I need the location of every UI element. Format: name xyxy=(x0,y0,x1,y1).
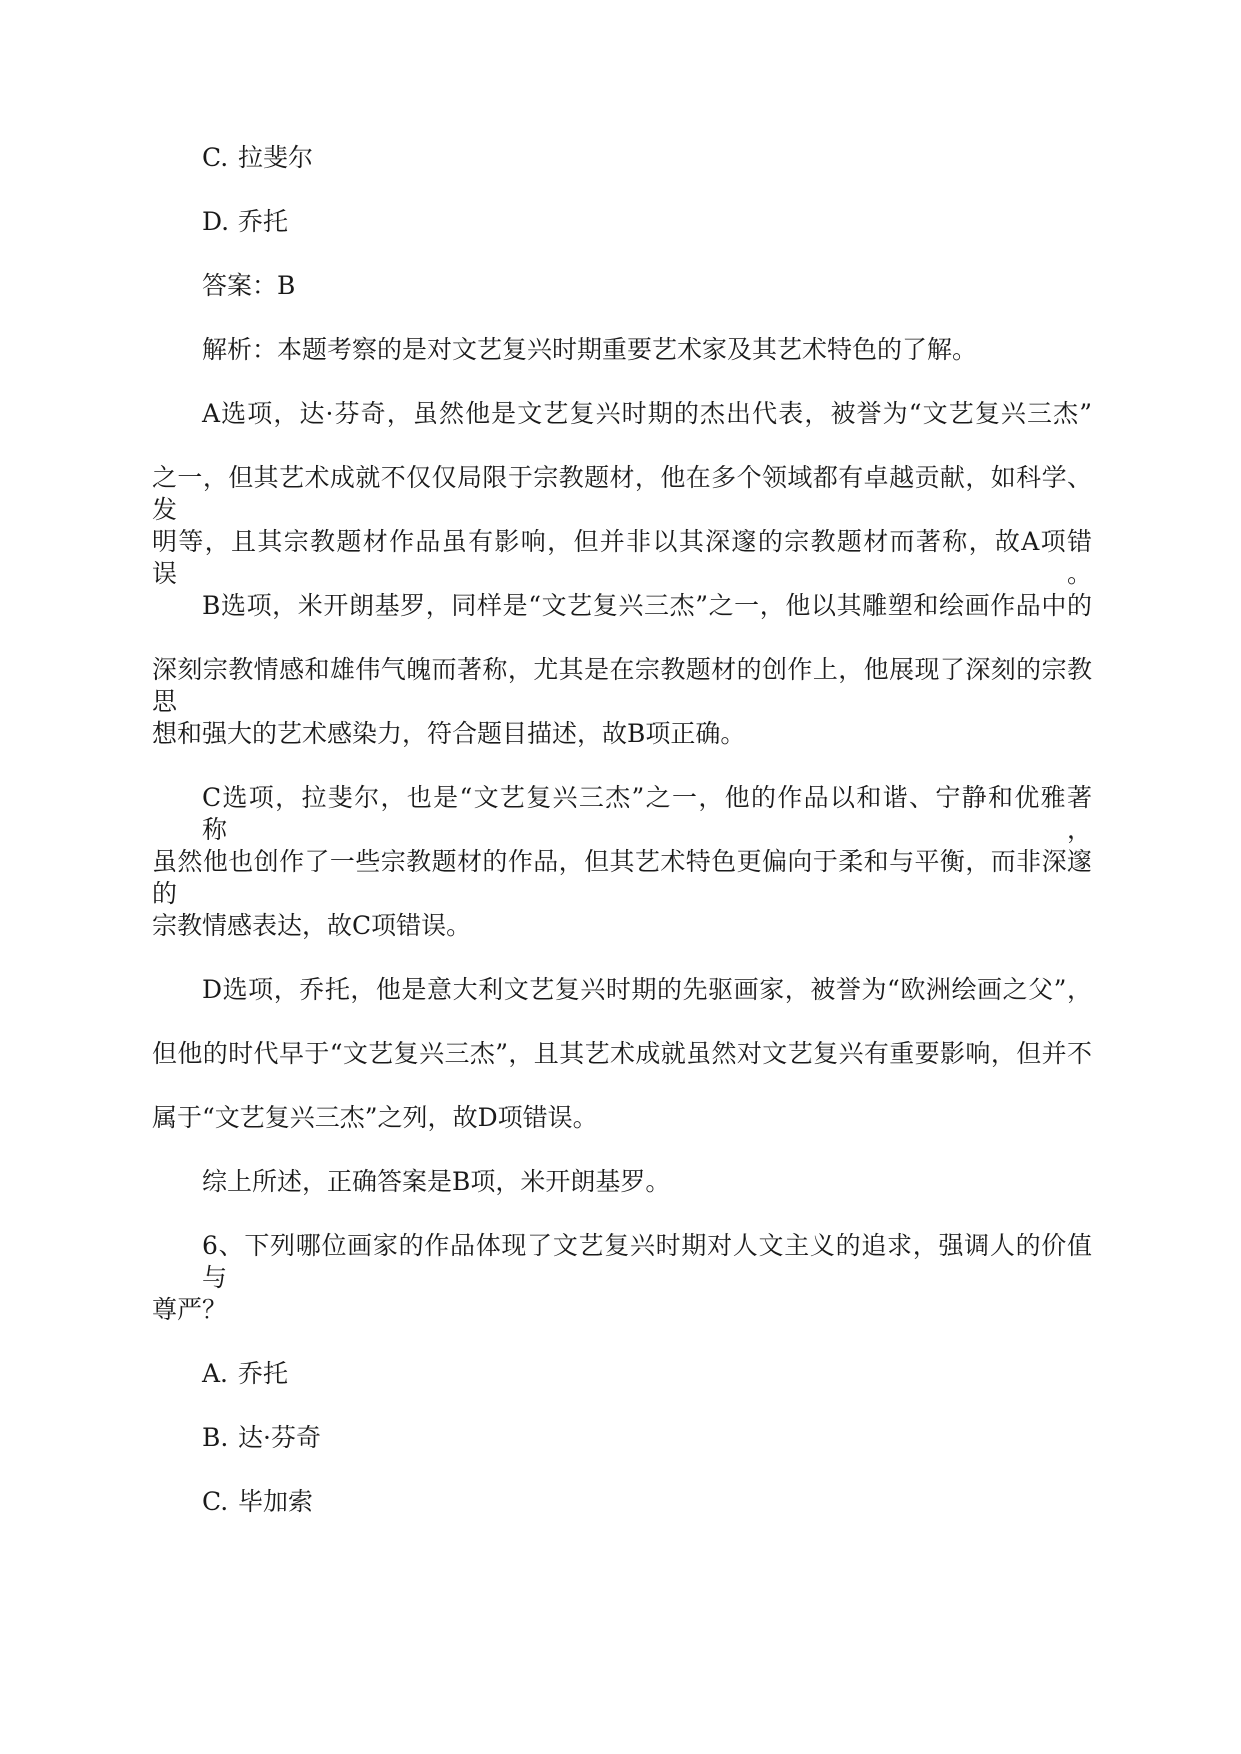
option-c xyxy=(152,1486,1092,1518)
paragraph-line: 属于“文艺复兴三杰”之列，故D项错误。 xyxy=(152,1103,598,1132)
analysis-paragraph-b xyxy=(152,590,1092,750)
option-text: 拉斐尔 xyxy=(238,143,314,172)
paragraph-line: D选项，乔托，他是意大利文艺复兴时期的先驱画家，被誉为“欧洲绘画之父”， xyxy=(202,975,1092,1004)
paragraph-line: 想和强大的艺术感染力，符合题目描述，故B项正确。 xyxy=(152,719,746,748)
option-d xyxy=(152,206,1092,238)
paragraph-line: 虽然他也创作了一些宗教题材的作品，但其艺术特色更偏向于柔和与平衡，而非深邃的 xyxy=(152,847,1092,908)
option-a xyxy=(152,1358,1092,1390)
answer-line: 答案：B xyxy=(202,271,296,300)
analysis-paragraph-c xyxy=(152,782,1092,942)
option-c xyxy=(152,142,1092,174)
conclusion-line: 综上所述，正确答案是B项，米开朗基罗。 xyxy=(202,1167,671,1196)
paragraph-line: 但他的时代早于“文艺复兴三杰”，且其艺术成就虽然对文艺复兴有重要影响，但并不 xyxy=(152,1039,1092,1068)
paragraph-line: 明等，且其宗教题材作品虽有影响，但并非以其深邃的宗教题材而著称，故A项错误。 xyxy=(152,527,1092,588)
option-text: 乔托 xyxy=(238,1359,289,1388)
analysis-paragraph-d xyxy=(152,974,1092,1134)
option-text: 乔托 xyxy=(238,207,289,236)
analysis-paragraph-a xyxy=(152,398,1092,588)
option-b xyxy=(152,1422,1092,1454)
option-text: 达·芬奇 xyxy=(238,1423,321,1452)
question-line: 6、下列哪位画家的作品体现了文艺复兴时期对人文主义的追求，强调人的价值与 xyxy=(202,1231,1092,1292)
question-6-stem xyxy=(152,1230,1092,1326)
paragraph-line: 宗教情感表达，故C项错误。 xyxy=(152,911,472,940)
option-label: B. xyxy=(202,1423,229,1452)
option-label: C. xyxy=(202,143,229,172)
paragraph-line: 深刻宗教情感和雄伟气魄而著称，尤其是在宗教题材的创作上，他展现了深刻的宗教思 xyxy=(152,655,1092,716)
paragraph-line: B选项，米开朗基罗，同样是“文艺复兴三杰”之一，他以其雕塑和绘画作品中的 xyxy=(202,591,1092,620)
paragraph-line: 之一，但其艺术成就不仅仅局限于宗教题材，他在多个领域都有卓越贡献，如科学、发 xyxy=(152,463,1092,524)
paragraph-line: C选项，拉斐尔，也是“文艺复兴三杰”之一，他的作品以和谐、宁静和优雅著称， xyxy=(202,783,1092,844)
question-line: 尊严？ xyxy=(152,1295,228,1324)
option-label: A. xyxy=(202,1359,229,1388)
option-label: D. xyxy=(202,207,230,236)
analysis-intro: 解析：本题考察的是对文艺复兴时期重要艺术家及其艺术特色的了解。 xyxy=(202,335,978,364)
paragraph-line: A选项，达·芬奇，虽然他是文艺复兴时期的杰出代表，被誉为“文艺复兴三杰” xyxy=(202,399,1092,428)
option-label: C. xyxy=(202,1487,229,1516)
document-content xyxy=(152,142,1092,1550)
option-text: 毕加索 xyxy=(238,1487,314,1516)
